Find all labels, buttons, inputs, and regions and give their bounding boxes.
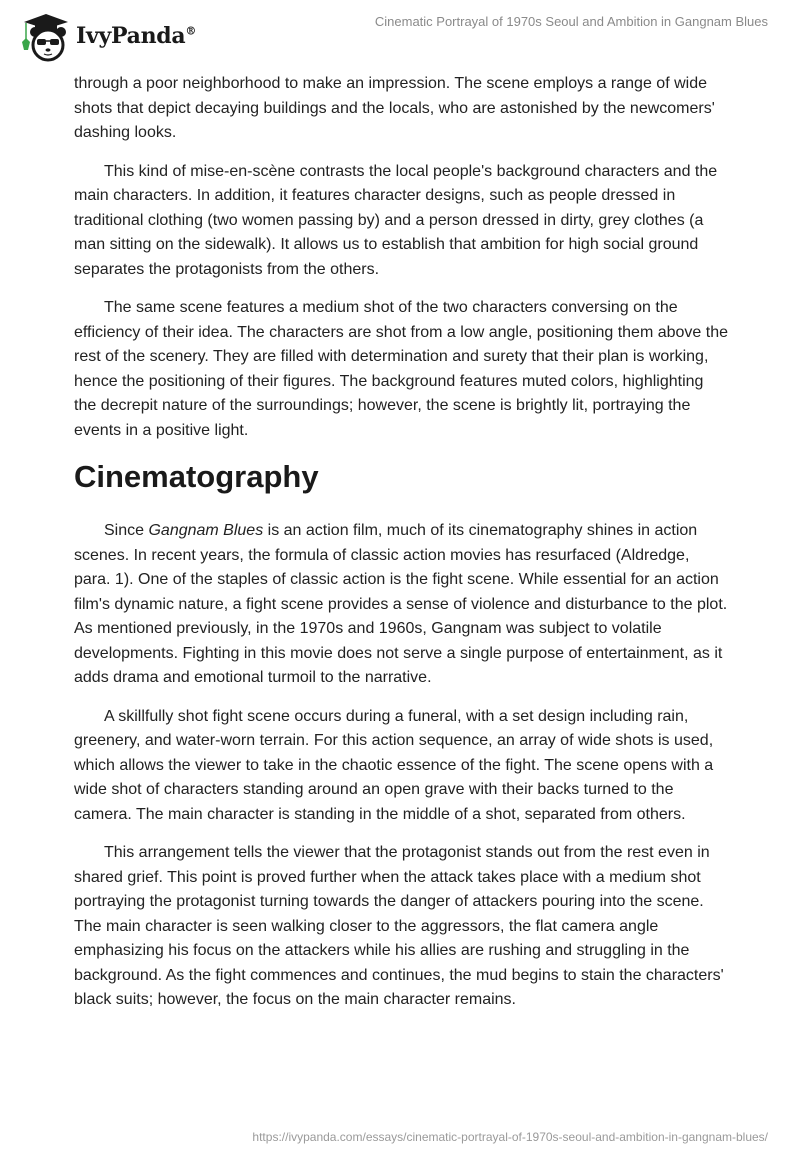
paragraph-5: A skillfully shot fight scene occurs during a funeral, with a set design including rain, greenery, and water-worn terrain. For this action sequence, an array of wide shots is used, which allows the viewer to take in the chaotic essence of the fight. The scene opens with a wide shot of characters standing around an open grave with their backs turned to the camera. The main character is standing in the middle of a shot, separated from others. [74,707,714,823]
paragraph-2: This kind of mise-en-scène contrasts the local people's background characters and the main characters. In addition, it features character designs, such as people dressed in traditional clothing (two women passing by) and a person dressed in dirty, grey clothes (a man sitting on the sidewalk). It allows us to establish that ambition for high social ground separates the protagonists from the others. [74,162,718,278]
panda-graduate-icon [16,8,74,64]
paragraph-6: This arrangement tells the viewer that the protagonist stands out from the rest even in shared grief. This point is proved further when the attack takes place with a medium shot portraying the protagonist turning towards the danger of attackers pouring into the scene. The main character is seen walking closer to the aggressors, the flat camera angle emphasizing his focus on the attackers while his allies are rushing and struggling in the background. As the fight commences and continues, the mud begins to stain the characters' black suits; however, the focus on the main character remains. [74,844,724,1008]
ivypanda-logo[interactable] [16,8,196,64]
paragraph-3: The same scene features a medium shot of the two characters conversing on the efficiency of their idea. The characters are shot from a low angle, positioning them above the rest of the scenery. They are filled with determination and surety that their plan is working, hence the positioning of their figures. The background features muted colors, highlighting the decrepit nature of the surroundings; however, the scene is brightly lit, portraying the events in a positive light. [74,299,728,439]
essay-content [74,72,728,1027]
paragraph-4: Since Gangnam Blues is an action film, much of its cinematography shines in action scenes. In recent years, the formula of classic action movies has resurfaced (Aldredge, para. 1). One of the staples of classic action is the fight scene. While essential for an action film's dynamic nature, a fight scene provides a sense of violence and disturbance to the plot. As mentioned previously, in the 1970s and 1960s, Gangnam was subject to volatile developments. Fighting in this movie does not serve a single purpose of entertainment, as it adds drama and emotional turmoil to the narrative. [74,522,728,686]
document-title: Cinematic Portrayal of 1970s Seoul and Ambition in Gangnam Blues [374,14,768,29]
film-title: Gangnam Blues [148,522,264,539]
section-heading-cinematography: Cinematography [74,459,319,494]
page-header [0,0,800,60]
paragraph-1: through a poor neighborhood to make an impression. The scene employs a range of wide shots that depict decaying buildings and the locals, who are astonished by the newcomers' dashing looks. [74,75,715,141]
source-url[interactable]: https://ivypanda.com/essays/cinematic-portrayal-of-1970s-seoul-and-ambition-in-gangnam-blues/ [252,1130,768,1144]
logo-text: IvyPanda® [76,23,197,49]
